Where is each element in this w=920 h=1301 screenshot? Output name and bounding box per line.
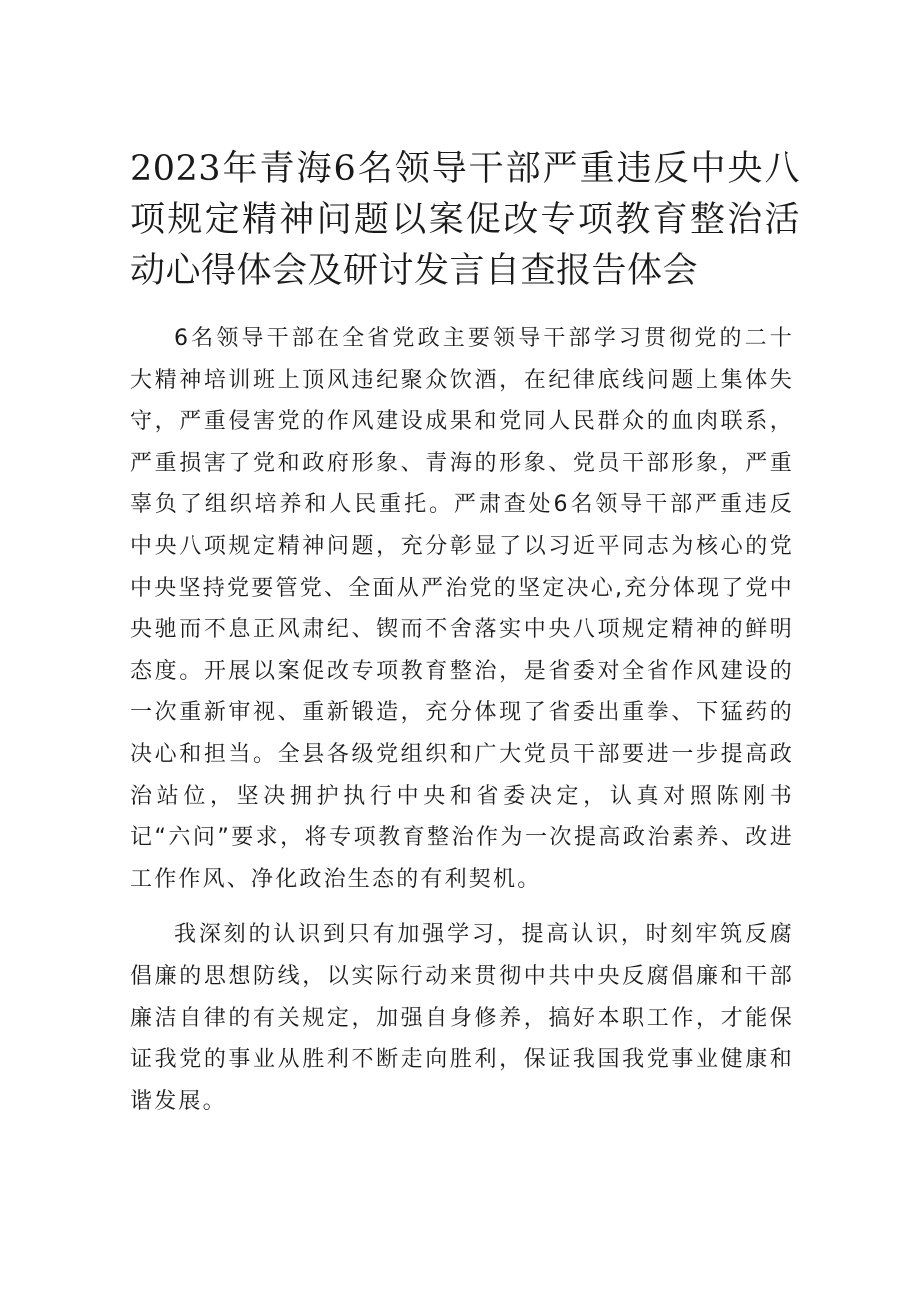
document-body (130, 318, 794, 1136)
body-paragraph: 6名领导干部在全省党政主要领导干部学习贯彻党的二十大精神培训班上顶风违纪聚众饮酒，在纪律底线问题上集体失守，严重侵害党的作风建设成果和党同人民群众的血肉联系，严重损害了党和政府形象、青海的形象、党员干部形象，严重辜负了组织培养和人民重托。严肃查处6名领导干部严重违反中央八项规定精神问题，充分彰显了以习近平同志为核心的党中央坚持党要管党、全面从严治党的坚定决心,充分体现了党中央驰而不息正风肃纪、锲而不舍落实中央八项规定精神的鲜明态度。开展以案促改专项教育整治，是省委对全省作风建设的一次重新审视、重新锻造，充分体现了省委出重拳、下猛药的决心和担当。全县各级党组织和广大党员干部要进一步提高政治站位，坚决拥护执行中央和省委决定，认真对照陈刚书记“六问”要求，将专项教育整治作为一次提高政治素养、改进工作作风、净化政治生态的有利契机。 (130, 326, 794, 892)
body-paragraph: 我深刻的认识到只有加强学习，提高认识，时刻牢筑反腐倡廉的思想防线，以实际行动来贯彻中共中央反腐倡廉和干部廉洁自律的有关规定，加强自身修养，搞好本职工作，才能保证我党的事业从胜利不断走向胜利，保证我国我党事业健康和谐发展。 (130, 922, 794, 1114)
document-title: 2023年青海6名领导干部严重违反中央八项规定精神问题以案促改专项教育整治活动心得体会及研讨发言自查报告体会 (130, 149, 800, 291)
